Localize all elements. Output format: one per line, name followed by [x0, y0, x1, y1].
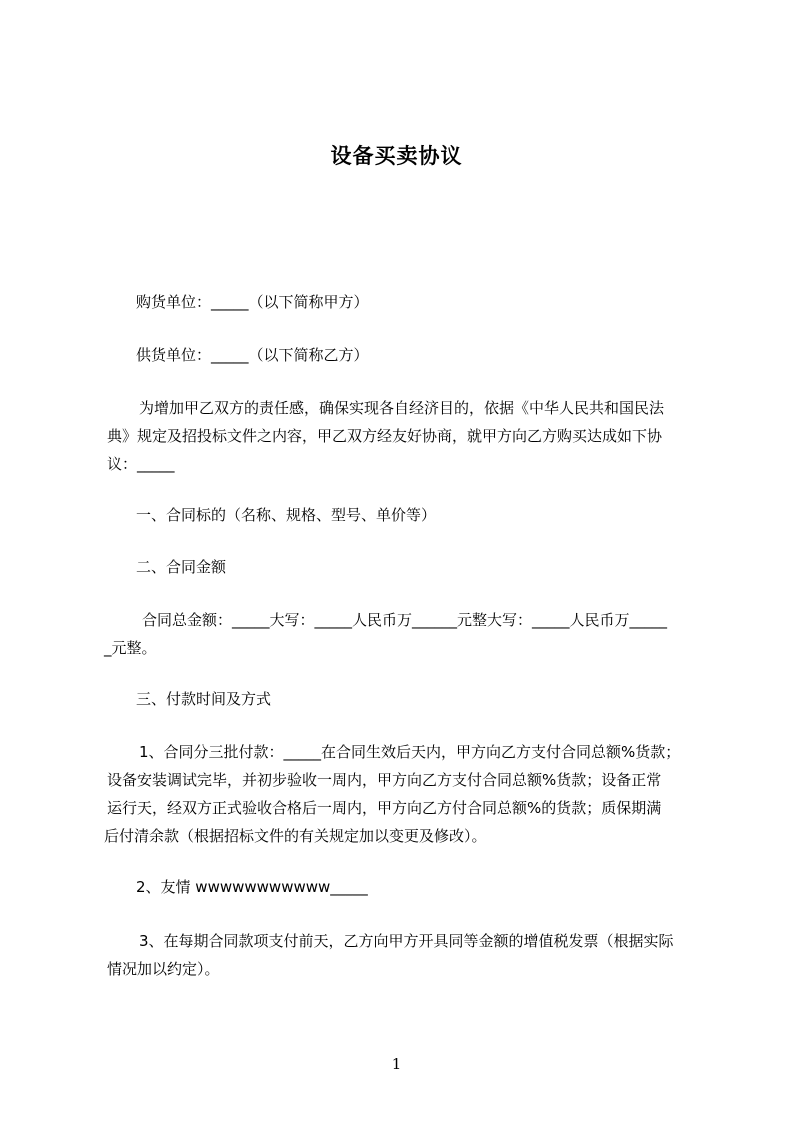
- amount-line-1: 合同总金额：_____大写：_____人民币万______元整大写：_____人民币万_____: [142, 611, 668, 629]
- clause-2: 2、友情 wwwwwwwwwww_____: [136, 878, 368, 896]
- section-3-heading: 三、付款时间及方式: [136, 690, 272, 708]
- supplier-line: 供货单位：_____（以下简称乙方）: [136, 346, 369, 364]
- clause-3-line-2: 情况加以约定）。: [107, 960, 220, 978]
- preamble-line-2: 典》规定及招投标文件之内容，甲乙双方经友好协商，就甲方向乙方购买达成如下协: [107, 427, 663, 445]
- clause-1-line-2: 设备安装调试完毕，并初步验收一周内，甲方向乙方支付合同总额%货款；设备正常: [107, 771, 662, 789]
- clause-1-line-4: 后付清余款（根据招标文件的有关规定加以变更及修改）。: [104, 827, 487, 845]
- preamble-line-3: 议：_____: [107, 455, 175, 473]
- page-number: 1: [391, 1055, 402, 1073]
- document-title: 设备买卖协议: [330, 144, 463, 168]
- section-1-heading: 一、合同标的（名称、规格、型号、单价等）: [136, 506, 437, 524]
- preamble-line-1: 为增加甲乙双方的责任感，确保实现各自经济目的，依据《中华人民共和国民法: [139, 399, 665, 417]
- clause-1-line-3: 运行天，经双方正式验收合格后一周内，甲方向乙方付合同总额%的货款；质保期满: [107, 799, 662, 817]
- amount-line-2: _元整。: [104, 639, 157, 657]
- buyer-line: 购货单位：_____（以下简称甲方）: [136, 293, 369, 311]
- clause-1-line-1: 1、合同分三批付款：_____在合同生效后天内，甲方向乙方支付合同总额%货款；: [139, 743, 681, 761]
- clause-3-line-1: 3、在每期合同款项支付前天，乙方向甲方开具同等金额的增值税发票（根据实际: [139, 932, 674, 950]
- section-2-heading: 二、合同金额: [136, 558, 227, 576]
